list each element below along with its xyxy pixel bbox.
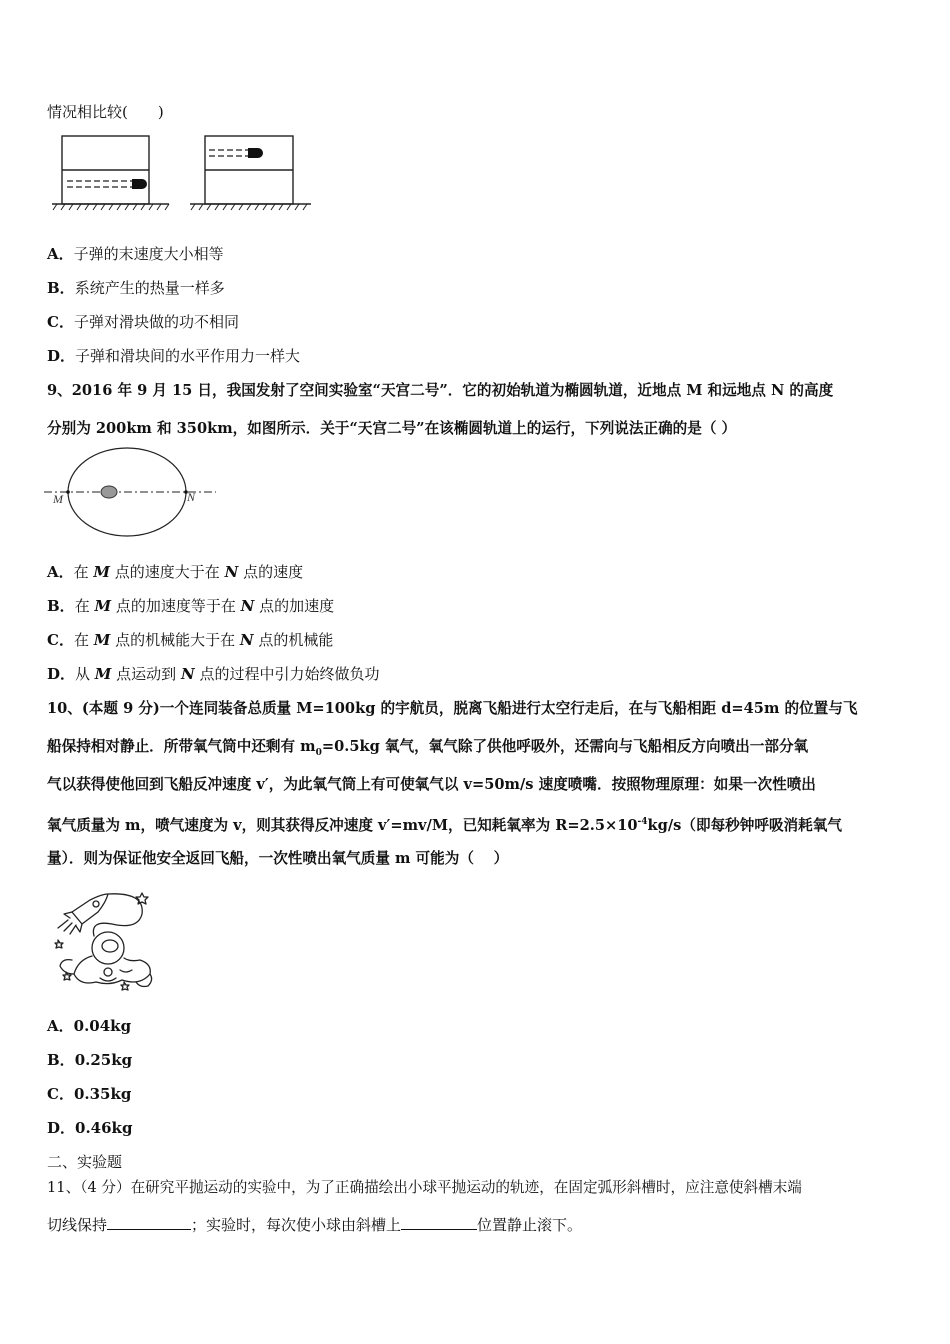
option-text: 0.46kg [75, 1119, 133, 1137]
option-label: C． [47, 1085, 74, 1103]
q8-stem-tail: 情况相比较( ) [47, 103, 164, 121]
option-text: 系统产生的热量一样多 [74, 279, 225, 297]
label-m: M [53, 492, 63, 506]
right-block-diagram [190, 136, 311, 210]
option-text: 0.35kg [73, 1085, 132, 1103]
q10-text: 船保持相对静止．所带氧气筒中还剩有 m [47, 738, 316, 755]
option-point: N [224, 563, 239, 581]
q8-option-c [47, 311, 239, 333]
q9-stem-line2: 分别为 200km 和 350km，如图所示．关于“天宫二号”在该椭圆轨道上的运行，下列说法正确的是（ ） [47, 420, 737, 437]
q11-text: 位置静止滚下。 [477, 1216, 583, 1234]
q11-text: 切线保持 [47, 1216, 108, 1234]
option-point: M [94, 665, 112, 683]
option-label: A． [47, 1017, 74, 1035]
q10-option-a [47, 1015, 131, 1037]
option-text: 点的速度大于在 [110, 563, 225, 581]
bullet-icon [248, 148, 263, 158]
option-label: A． [47, 245, 74, 263]
option-text: 点的机械能大于在 [110, 631, 240, 649]
option-label: A． [47, 563, 74, 581]
option-point: N [180, 665, 195, 683]
answer-blank-2[interactable] [401, 1214, 477, 1230]
option-label: B． [47, 1051, 75, 1069]
option-text: 在 [73, 563, 94, 581]
option-point: N [239, 631, 254, 649]
q9-option-c [47, 629, 333, 651]
answer-blank-1[interactable] [107, 1214, 191, 1230]
option-text: 0.25kg [74, 1051, 133, 1069]
option-text: 点的机械能 [253, 631, 334, 649]
option-text: 从 [75, 665, 95, 683]
q10-option-d [47, 1117, 132, 1139]
star-icon [121, 982, 129, 990]
q10-text: =0.5kg 氧气，氧气除了供他呼吸外，还需向与飞船相反方向喷出一部分氧 [321, 738, 809, 755]
q10-text: 氧气质量为 m，喷气速度为 v，则其获得反冲速度 v′=mv/M，已知耗氧率为 R=2.5×10 [47, 816, 638, 834]
rocket-icon [58, 894, 108, 934]
q10-stem-line5: 量）．则为保证他安全返回飞船，一次性喷出氧气质量 m 可能为（ ） [47, 850, 509, 867]
q10-option-b [47, 1049, 132, 1071]
q11-stem-line2 [47, 1214, 582, 1236]
option-text: 子弹的末速度大小相等 [73, 245, 224, 263]
q9-option-d [47, 663, 379, 685]
q8-option-a [47, 243, 224, 265]
option-point: N [240, 597, 255, 615]
option-text: 点的过程中引力始终做负功 [194, 665, 380, 683]
q9-option-a [47, 561, 303, 583]
option-text: 点的加速度 [254, 597, 335, 615]
option-text: 0.04kg [73, 1017, 132, 1035]
q9-stem-line1: 9、2016 年 9 月 15 日，我国发射了空间实验室“天宫二号”．它的初始轨道为椭圆轨道，近地点 M 和远地点 N 的高度 [47, 382, 834, 399]
star-icon [55, 940, 63, 948]
q11-text: ；实验时，每次使小球由斜槽上 [191, 1216, 402, 1234]
q10-subscript: 0 [315, 747, 322, 758]
left-block-diagram [52, 136, 169, 210]
option-label: D． [47, 1119, 76, 1137]
q8-option-d [47, 345, 300, 367]
star-icon [136, 893, 148, 904]
option-text: 点的速度 [238, 563, 304, 581]
earth-icon [101, 486, 117, 498]
option-text: 点运动到 [111, 665, 181, 683]
q10-stem-line2 [47, 736, 808, 764]
option-label: C． [47, 631, 74, 649]
option-label: D． [47, 347, 76, 365]
q10-stem-line1: 10、(本题 9 分)一个连同装备总质量 M=100kg 的宇航员，脱离飞船进行太空行走后，在与飞船相距 d=45m 的位置与飞 [47, 700, 858, 717]
option-point: M [93, 631, 111, 649]
point-m-dot [66, 490, 70, 494]
option-text: 子弹和滑块间的水平作用力一样大 [75, 347, 301, 365]
option-label: B． [47, 597, 75, 615]
astronaut-illustration [50, 890, 158, 995]
q9-option-b [47, 595, 334, 617]
q9-orbit-figure [44, 446, 219, 541]
option-text: 在 [73, 631, 94, 649]
option-point: M [93, 563, 111, 581]
q10-superscript: -4 [637, 817, 648, 827]
q8-figure [47, 132, 317, 212]
bullet-icon [132, 179, 147, 189]
option-label: D． [47, 665, 76, 683]
section-title: 二、实验题 [47, 1153, 123, 1171]
option-label: C． [47, 313, 74, 331]
q10-text: kg/s（即每秒钟呼吸消耗氧气 [647, 816, 842, 834]
q11-stem-line1: 11、（4 分）在研究平抛运动的实验中，为了正确描绘出小球平抛运动的轨迹，在固定弧形斜槽时，应注意使斜槽末端 [47, 1179, 802, 1196]
q10-stem-line4 [47, 811, 842, 837]
option-text: 在 [74, 597, 95, 615]
option-point: M [94, 597, 112, 615]
q8-option-b [47, 277, 225, 299]
label-n: N [187, 490, 196, 504]
option-text: 子弹对滑块做的功不相同 [73, 313, 239, 331]
q10-stem-line3: 气以获得使他回到飞船反冲速度 v′，为此氧气筒上有可使氧气以 v=50m/s 速度喷嘴．按照物理原理：如果一次性喷出 [47, 776, 816, 793]
option-text: 点的加速度等于在 [111, 597, 241, 615]
option-label: B． [47, 279, 75, 297]
q10-option-c [47, 1083, 131, 1105]
